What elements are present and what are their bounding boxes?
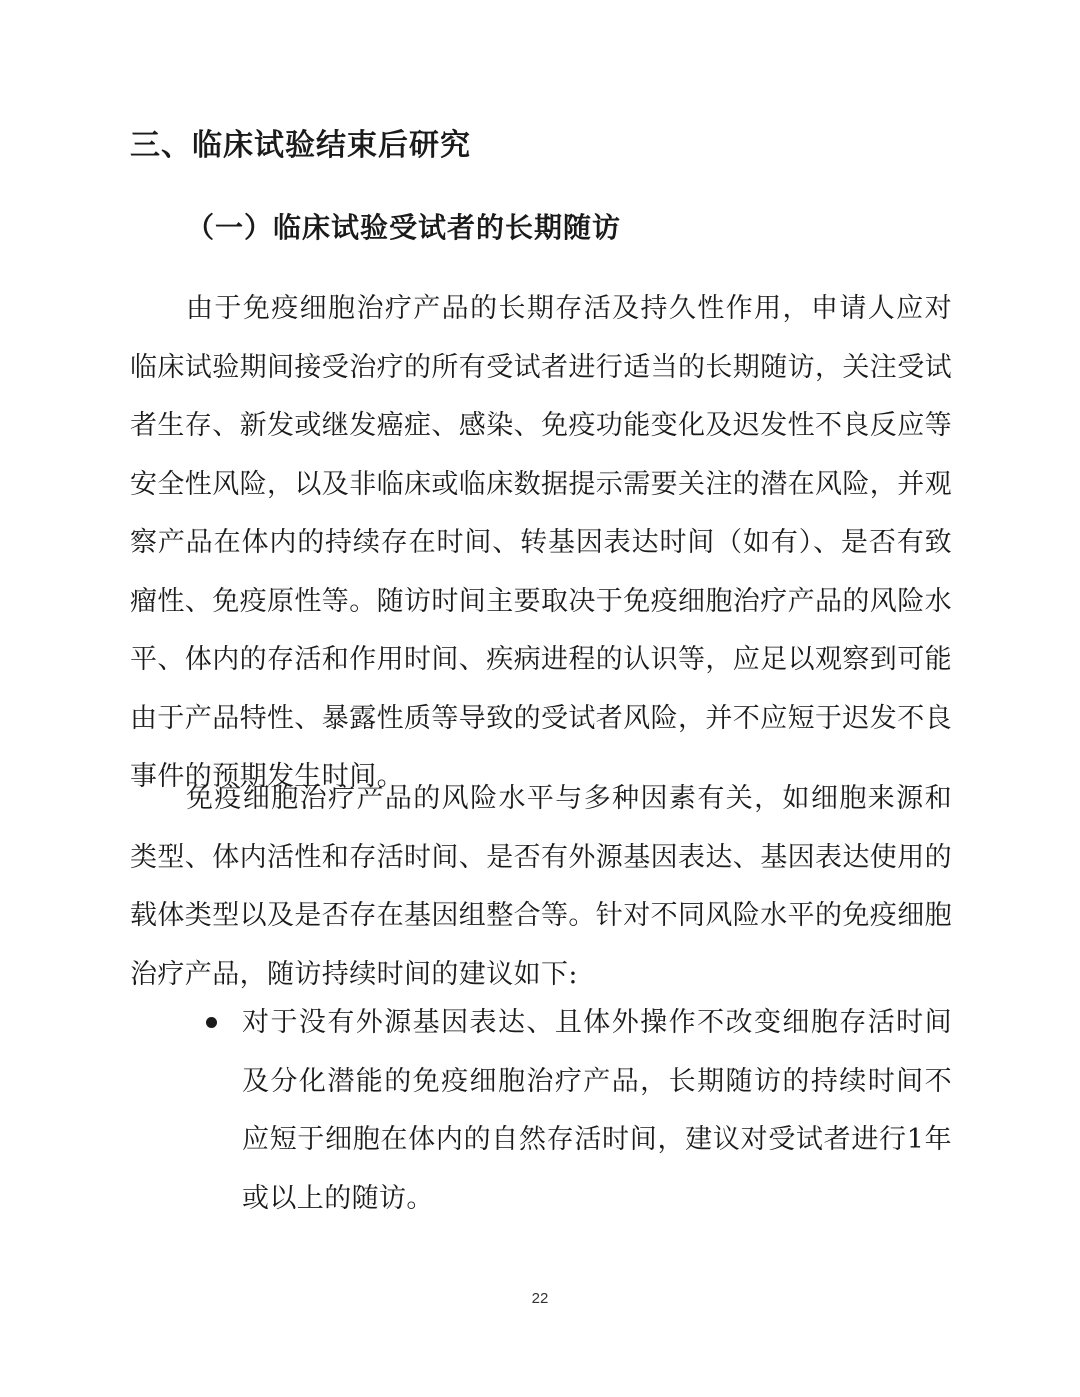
recommendation-list xyxy=(200,994,952,1228)
bullet-icon xyxy=(206,1017,217,1028)
subsection-heading: （一）临床试验受试者的长期随访 xyxy=(186,211,622,244)
section-heading: 三、临床试验结束后研究 xyxy=(130,128,471,163)
page-number: 22 xyxy=(531,1290,549,1307)
paragraph-risk-factors: 免疫细胞治疗产品的风险水平与多种因素有关，如细胞来源和类型、体内活性和存活时间、是否有外源基因表达、基因表达使用的载体类型以及是否存在基因组整合等。针对不同风险水平的免疫细胞治疗产品，随访持续时间的建议如下: xyxy=(130,783,952,990)
list-item xyxy=(200,994,952,1228)
paragraph-long-term-follow-up: 由于免疫细胞治疗产品的长期存活及持久性作用，申请人应对临床试验期间接受治疗的所有受试者进行适当的长期随访，关注受试者生存、新发或继发癌症、感染、免疫功能变化及迟发性不良反应等安全性风险，以及非临床或临床数据提示需要关注的潜在风险，并观察产品在体内的持续存在时间、转基因表达时间（如有）、是否有致瘤性、免疫原性等。随访时间主要取决于免疫细胞治疗产品的风险水平、体内的存活和作用时间、疾病进程的认识等，应足以观察到可能由于产品特性、暴露性质等导致的受试者风险，并不应短于迟发不良事件的预期发生时间。 xyxy=(130,293,952,792)
bullet-text: 对于没有外源基因表达、且体外操作不改变细胞存活时间及分化潜能的免疫细胞治疗产品，长期随访的持续时间不应短于细胞在体内的自然存活时间，建议对受试者进行1年或以上的随访。 xyxy=(242,1007,952,1214)
